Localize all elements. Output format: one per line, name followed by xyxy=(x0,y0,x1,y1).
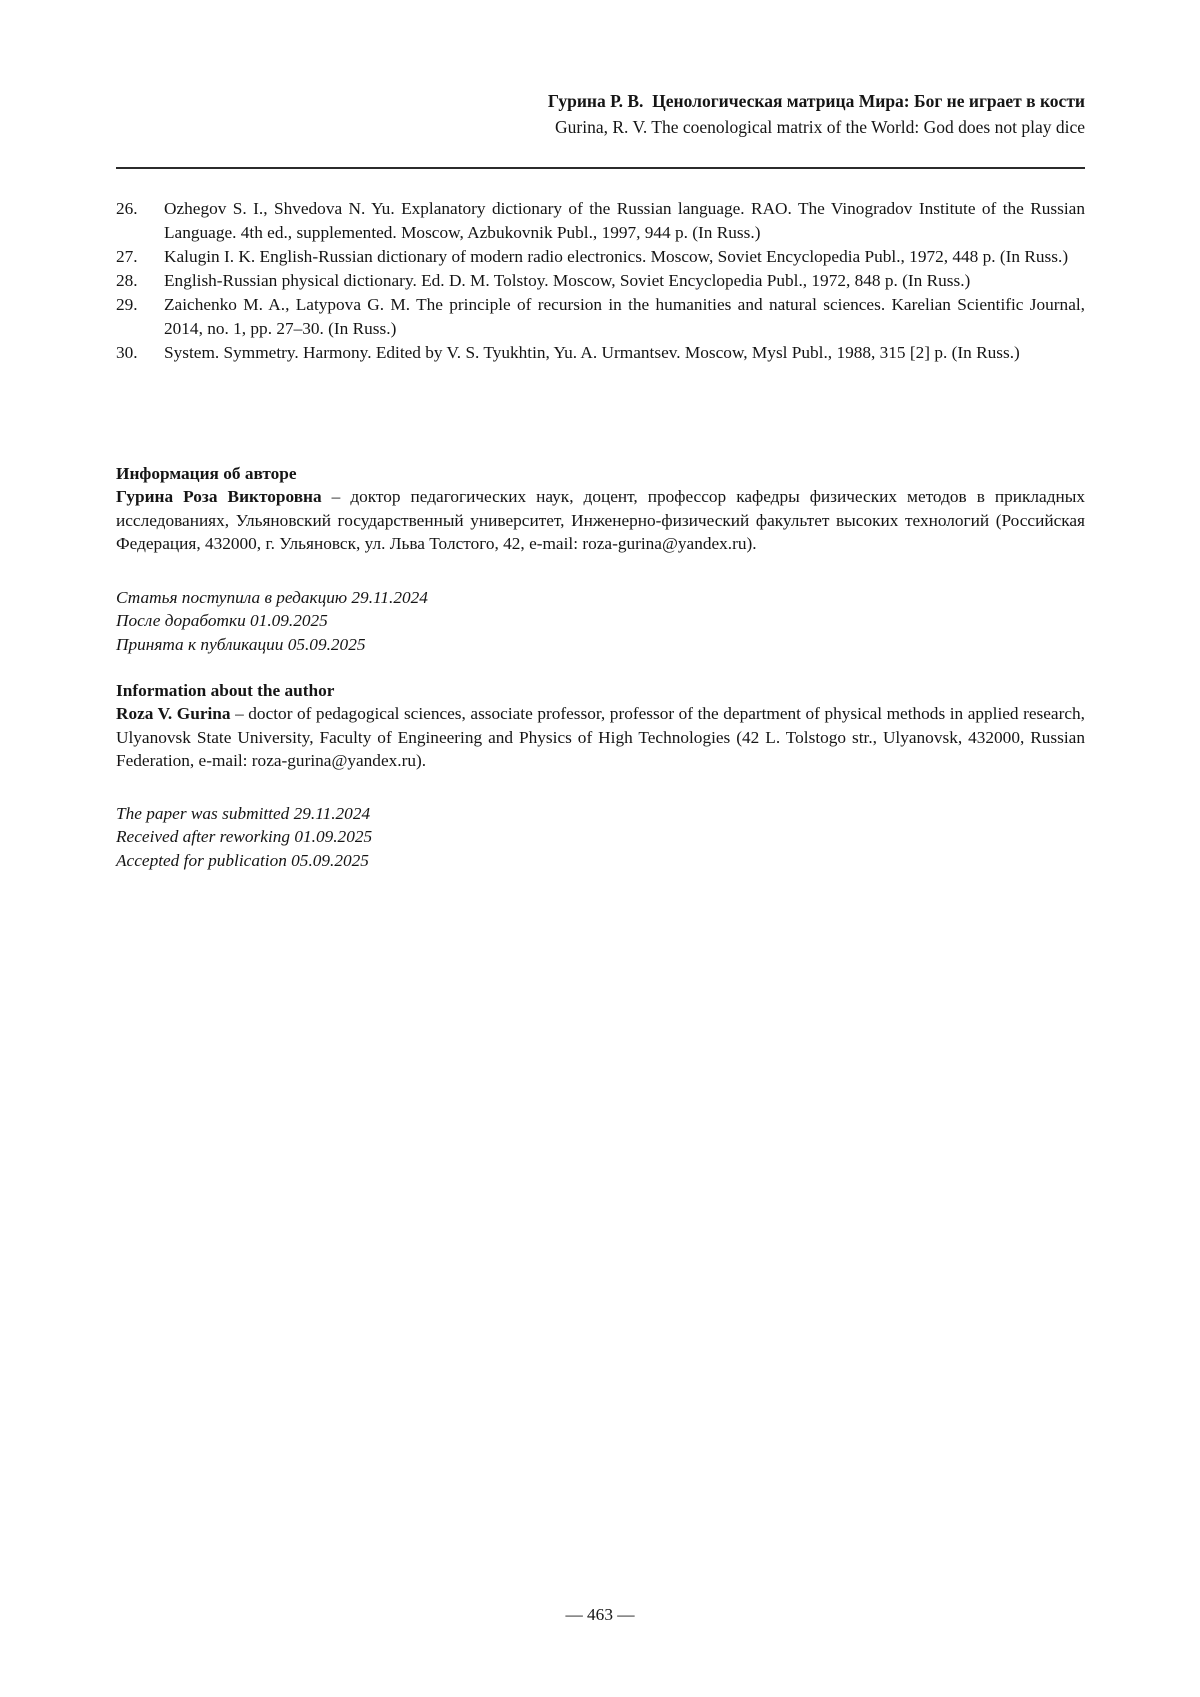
author-name-ru: Гурина Роза Викторовна xyxy=(116,487,322,507)
date-accepted-ru: Принята к публикации 05.09.2025 xyxy=(116,634,366,654)
reference-text: Zaichenko M. A., Latypova G. M. The principle of recursion in the humanities and natural sciences. Karelian Scientific Journal, 2014, no. 1, pp. 27–30. (In Russ.) xyxy=(164,295,1085,338)
date-reworked-ru: После доработки 01.09.2025 xyxy=(116,611,328,631)
header-divider xyxy=(116,167,1085,169)
reference-number: 26. xyxy=(116,199,138,218)
reference-number: 30. xyxy=(116,343,138,362)
reference-item xyxy=(116,245,1085,269)
author-info-en xyxy=(116,679,1085,773)
references-list xyxy=(116,197,1085,365)
reference-text: Ozhegov S. I., Shvedova N. Yu. Explanatory dictionary of the Russian language. RAO. The Vinogradov Institute of the Russian Language. 4th ed., supplemented. Moscow, Azbukovnik Publ., 1997, 944 p. (In Russ.) xyxy=(164,199,1085,242)
author-description-en: – doctor of pedagogical sciences, associate professor, professor of the department of physical methods in applied research, Ulyanovsk State University, Faculty of Engineering and Physics of High Technologies (42 L. Tolstogo str., Ulyanovsk, 432000, Russian Federation, e-mail: roza-gurina@yandex.ru). xyxy=(116,704,1085,771)
reference-text: System. Symmetry. Harmony. Edited by V. S. Tyukhtin, Yu. A. Urmantsev. Moscow, Mysl Publ., 1988, 315 [2] p. (In Russ.) xyxy=(164,343,1020,362)
submission-dates-ru xyxy=(116,586,1085,656)
date-submitted-ru: Статья поступила в редакцию 29.11.2024 xyxy=(116,588,428,607)
reference-text: English-Russian physical dictionary. Ed. D. M. Tolstoy. Moscow, Soviet Encyclopedia Publ., 1972, 848 p. (In Russ.) xyxy=(164,271,971,290)
date-reworked-en: Received after reworking 01.09.2025 xyxy=(116,827,373,847)
author-info-en-paragraph xyxy=(116,702,1085,772)
page-number: — 463 — xyxy=(565,1605,635,1624)
reference-number: 28. xyxy=(116,271,138,290)
reference-text: Kalugin I. K. English-Russian dictionary of modern radio electronics. Moscow, Soviet Encyclopedia Publ., 1972, 448 p. (In Russ.) xyxy=(164,247,1069,266)
author-info-ru-paragraph xyxy=(116,485,1085,555)
submission-dates-en xyxy=(116,802,1085,872)
reference-number: 29. xyxy=(116,295,138,314)
author-info-en-heading: Information about the author xyxy=(116,681,335,700)
running-head-title-ru: Гурина Р. В. Ценологическая матрица Мира: Бог не играет в кости xyxy=(547,91,1085,111)
reference-item xyxy=(116,341,1085,365)
author-info-ru xyxy=(116,462,1085,556)
running-head-title-en: Gurina, R. V. The coenological matrix of the World: God does not play dice xyxy=(555,117,1085,137)
author-info-ru-heading: Информация об авторе xyxy=(116,464,297,483)
author-name-en: Roza V. Gurina xyxy=(116,704,231,724)
date-accepted-en: Accepted for publication 05.09.2025 xyxy=(116,850,369,870)
reference-item xyxy=(116,269,1085,293)
author-description-ru: – доктор педагогических наук, доцент, профессор кафедры физических методов в прикладных исследованиях, Ульяновский государственный университет, Инженерно-физический факультет высоких технологий (Российская Федерация, 432000, г. Ульяновск, ул. Льва Толстого, 42, e-mail: roza-gurina@yandex.ru). xyxy=(116,487,1085,554)
running-head xyxy=(116,88,1085,140)
reference-item xyxy=(116,197,1085,245)
date-submitted-en: The paper was submitted 29.11.2024 xyxy=(116,804,371,823)
reference-item xyxy=(116,293,1085,341)
reference-number: 27. xyxy=(116,247,138,266)
